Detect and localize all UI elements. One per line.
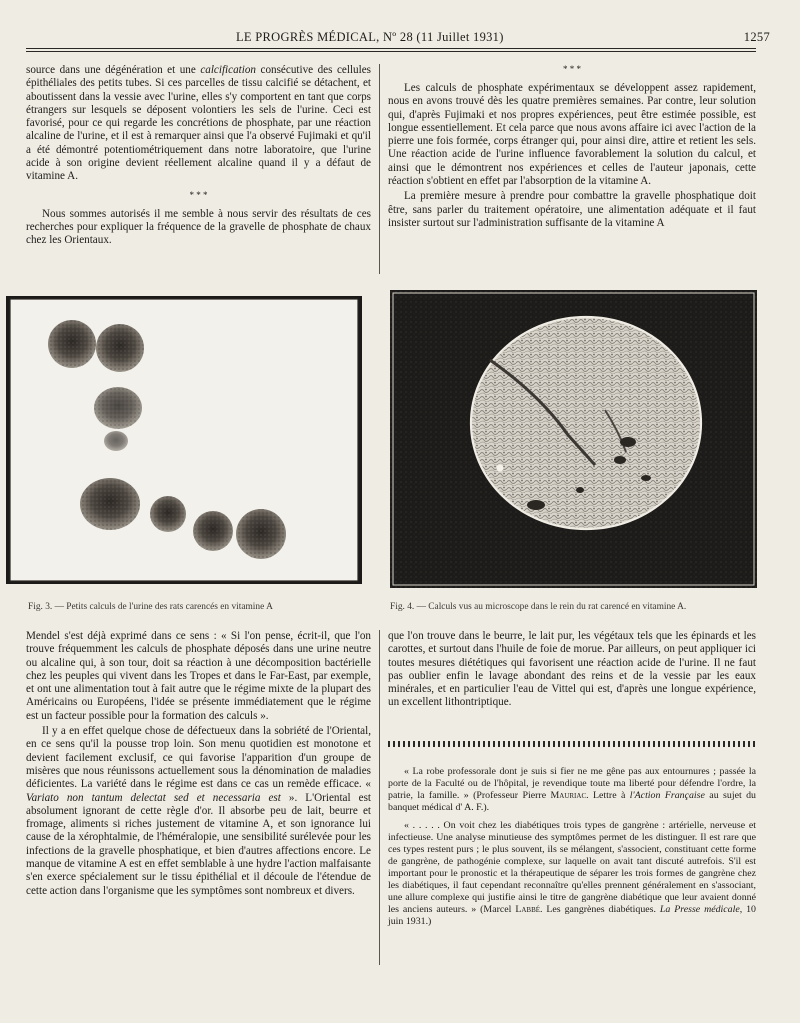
page-number: 1257 — [743, 30, 770, 44]
figure-4-caption: Fig. 4. — Calculs vus au microscope dans le rein du rat carencé en vitamine A. — [390, 602, 687, 612]
running-header — [36, 30, 770, 50]
paragraph: Mendel s'est déjà exprimé dans ce sens : « Si l'on pense, écrit-il, que l'on trouve fréquemment les calculs de phosphate déposés dans une urine neutre ou alcaline qui, à son tour, doit sa réaction à une décomposition bactérielle chez les peuples qui vivent dans les Tropes et dans le Far-East, par exemple, et ont une alimentation tout à fait autre que le régime mixte de la plupart des Américains ou Européens, l'idée se présente immédiatement que le régime est un facteur possible pour la formation des calculs ». — [26, 630, 371, 722]
figure-3-caption: Fig. 3. — Petits calculs de l'urine des rats carencés en vitamine A — [28, 602, 273, 612]
figure-3-image — [6, 296, 362, 584]
quotations-section — [388, 766, 756, 934]
paragraph: Les calculs de phosphate expérimentaux se développent assez rapidement, nous en avons trouvé dès les quatre premières semaines. Par contre, leur solution qui, d'après Fujimaki et nos propres expériences, peut être estimée possible, est longue essentiellement. Et cela parce que nous avons affaire ici avec l'action de la pierre une fois formée, corps étranger qui, pour ainsi dire, attire et retient les sels. Une réaction acide de l'urine influence favorablement la solution du calcul, et ainsi que le démontrent nos expériences et celles de l'auteur japonais, cette réaction s'obtient en effet par l'absorption de la vitamine A. — [388, 82, 756, 188]
journal-title: LE PROGRÈS MÉDICAL, Nº 28 (11 Juillet 1931) — [236, 30, 504, 44]
column-rule — [379, 64, 380, 274]
paragraph: Il y a en effet quelque chose de défectueux dans la sobriété de l'Oriental, en ce sens qu'il la pousse trop loin. Son menu quotidien est monotone et devient facilement exclusif, ce qui favorise l'apparition d'un groupe de misères que nous réunissons actuellement sous la dénomination de maladies déficientes. La variété dans le régime est dans ce cas un remède efficace. « Variato non tantum delectat sed et necessaria est ». L'Oriental est absolument ignorant de cette règle d'or. Il absorbe peu de lait, beurre et fromage, aliments si riches justement de vitamine A, et son ignorance lui cause de la xérophtalmie, de l'héméralopie, une sensibilité surélevée pour les infections de la gravelle phosphatique, et bien d'autres affections encore. Le manque de vitamine A est en effet semblable à une hydre l'action malfaisante s'en exerce spécialement sur le tissu épithélial et il découle de l'étendue de cette action dans l'organisme que les symptômes sont nombreux et divers. — [26, 725, 371, 897]
quotation: « . . . . . On voit chez les diabétiques trois types de gangrène : artérielle, nerveuse et infectieuse. Une analyse minutieuse des symptômes permet de les distinguer. Il est rare que ces types restent purs ; le plus souvent, ils se mélangent, s'associent, constituant cette forme de gangrène, de pathogénie complexe, sur laquelle on avait tant discuté autrefois. S'il est important pour le pronostic et la thérapeutique de séparer les trois formes de gangrène chez les diabétiques, il faut cependant reconnaître qu'elles prennent généralement en s'associant, une allure complexe qui justifie ainsi le titre de gangrène diabétique que leur avaient donné les anciens auteurs. » (Marcel Labbé. Les gangrènes diabétiques. La Presse médicale, 10 juin 1931.) — [388, 820, 756, 927]
ornamental-separator — [388, 741, 756, 747]
paragraph: source dans une dégénération et une calcification consécutive des cellules épithéliales des petits tubes. Si ces parcelles de tissu calcifié se détachent, et aboutissent dans la vessie avec l'urine, elles s'y comportent en tant que corps étrangers sur lesquels se déposent volontiers les sels de l'urine. Ceci est favorisé, pour ce qui regarde les concrétions de phosphate, par une réaction alcaline de l'urine, et il est à remarquer ainsi que l'a observé Fujimaki et qu'il a été démontré potentiométriquement dans notre laboratoire, que l'urine acide à son origine devient réellement alcaline quand il y a défaut de vitamine A. — [26, 64, 371, 183]
paragraph: Nous sommes autorisés il me semble à nous servir des résultats de ces recherches pour expliquer la fréquence de la gravelle de phosphate de chaux chez les Orientaux. — [26, 207, 371, 247]
figure-4-image — [390, 290, 757, 588]
right-column-bottom — [388, 630, 756, 712]
paragraph: La première mesure à prendre pour combattre la gravelle phosphatique doit être, sans parler du traitement opératoire, une alimentation adéquate et il faut insister surtout sur l'administration suffisante de la vitamine A — [388, 190, 756, 229]
left-column-bottom — [26, 630, 371, 900]
right-column-top — [388, 64, 756, 232]
microscope-field — [471, 317, 701, 529]
section-separator-stars: * * * — [563, 64, 581, 74]
quotation: « La robe professorale dont je suis si fier ne me gêne pas aux entournures ; passée la porte de la Faculté ou de l'hôpital, je revendique toute ma liberté pour défendre l'ordre, la patrie, la famille. » (Professeur Pierre Mauriac. Lettre à l'Action Française au sujet du banquet médical d' A. F.). — [388, 766, 756, 813]
column-rule — [379, 630, 380, 965]
paragraph: que l'on trouve dans le beurre, le lait pur, les végétaux tels que les épinards et les carottes, et surtout dans l'huile de foie de morue. Par ailleurs, on peut appliquer ici toutes mesures diététiques qui favorisent une réaction acide de l'urine. Il ne faut pas oublier enfin le lavage abondant des reins et de la vessie par les eaux minérales, et en particulier l'eau de Vittel qui est, d'après une longue expérience, un excellent lithontriptique. — [388, 630, 756, 709]
figure-3-urinary-calculi — [6, 296, 362, 584]
figure-4-microscope-kidney — [390, 290, 757, 588]
section-separator-stars: * * * — [189, 189, 208, 200]
left-column-top — [26, 64, 371, 250]
header-rule — [26, 48, 756, 52]
